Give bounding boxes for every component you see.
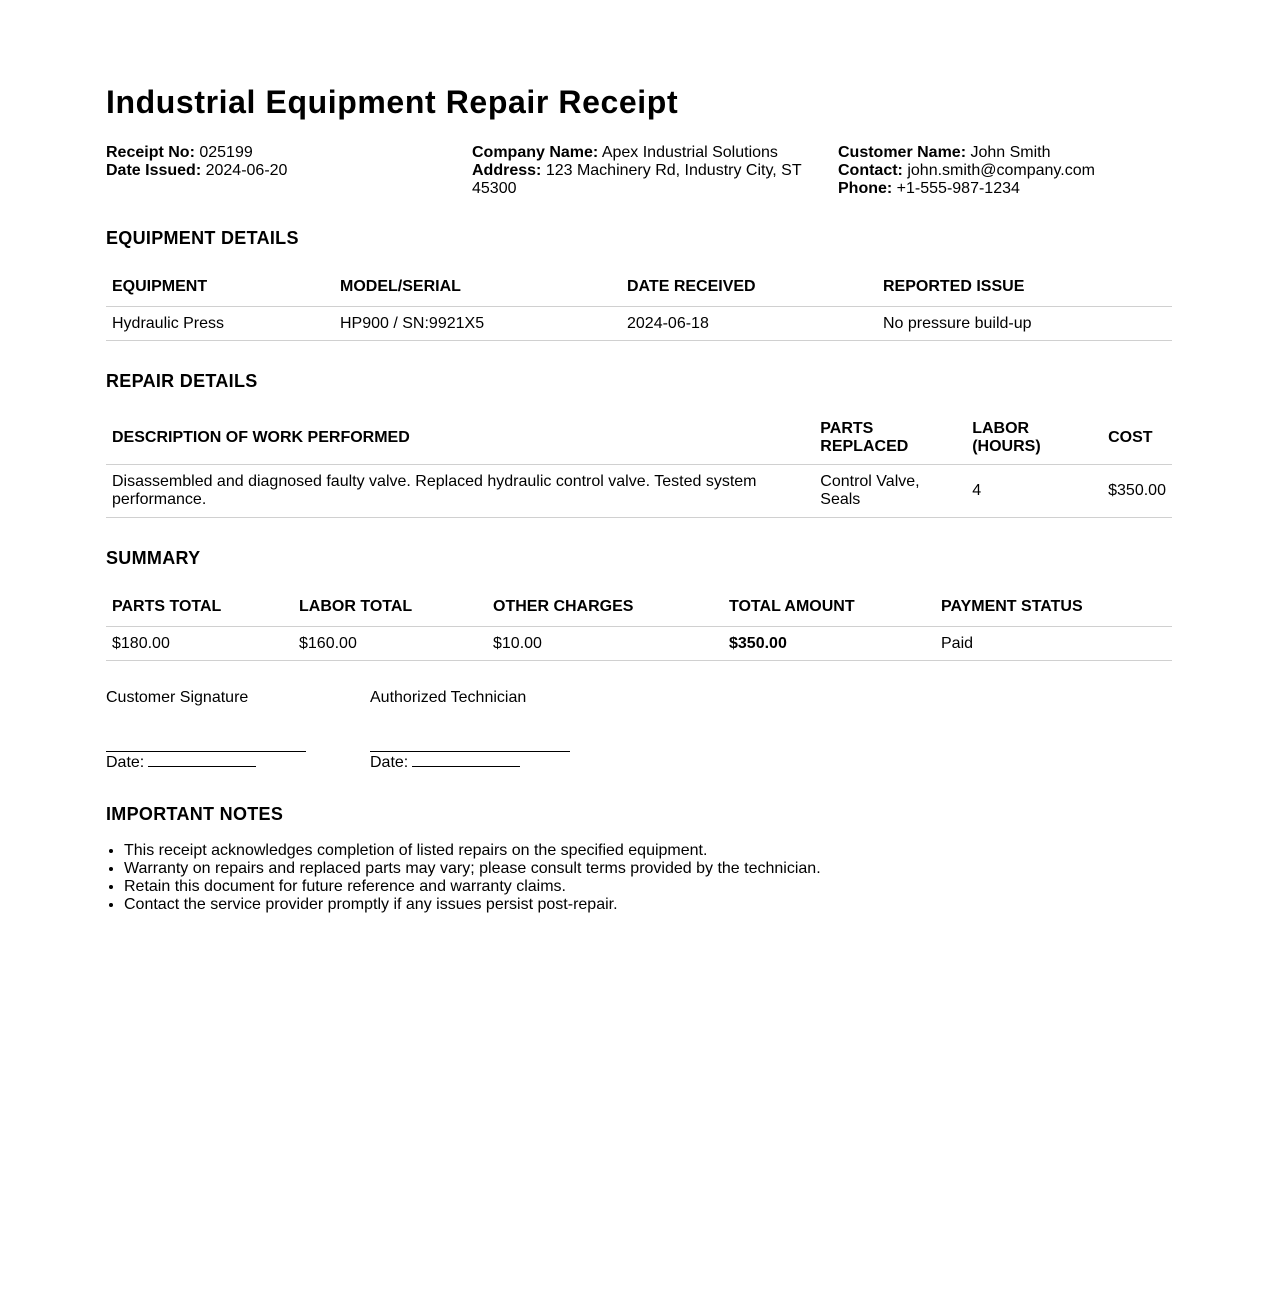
technician-signature-label: Authorized Technician [370,689,527,706]
table-row [106,627,1172,661]
signature-section [106,689,1172,772]
parts-total-value: $180.00 [106,627,293,661]
column-header: OTHER CHARGES [487,588,723,627]
column-header: LABOR TOTAL [293,588,487,627]
table-cell: Hydraulic Press [106,307,334,341]
customer-name [838,144,1172,162]
column-header: TOTAL AMOUNT [723,588,935,627]
customer-name-value: John Smith [970,144,1051,161]
table-row [106,465,1172,518]
receipt-number [106,144,472,162]
customer-signature-date [106,752,306,772]
equipment-table [106,268,1172,341]
column-header: DATE RECEIVED [621,268,877,307]
technician-signature-date [370,752,570,772]
column-header: MODEL/SERIAL [334,268,621,307]
company-address [472,162,808,198]
equipment-heading: EQUIPMENT DETAILS [106,228,299,248]
column-header: DESCRIPTION OF WORK PERFORMED [106,411,814,465]
list-item: • Contact the service provider promptly if any issues persist post-repair. [124,896,1172,914]
date-label: Date: [106,754,145,771]
notes-list [106,842,1172,914]
technician-signature-block [370,689,570,772]
date-issued-value: 2024-06-20 [205,162,288,179]
repair-table [106,411,1172,518]
customer-phone [838,180,1172,198]
company-address-label: Address: [472,162,542,179]
date-blank-line [412,752,520,767]
customer-phone-value: +1-555-987-1234 [896,180,1020,197]
customer-signature-label: Customer Signature [106,689,249,706]
customer-contact-label: Contact: [838,162,903,179]
table-cell: 2024-06-18 [621,307,877,341]
column-header: PARTS REPLACED [814,411,966,465]
company-name [472,144,808,162]
column-header: LABOR (HOURS) [966,411,1102,465]
table-header-row [106,588,1172,627]
table-row [106,307,1172,341]
header-info [106,144,1172,198]
receipt-info [106,144,472,198]
column-header: PAYMENT STATUS [935,588,1172,627]
company-info [472,144,838,198]
table-cell: $350.00 [1102,465,1172,518]
column-header: EQUIPMENT [106,268,334,307]
other-charges-value: $10.00 [487,627,723,661]
customer-phone-label: Phone: [838,180,893,197]
date-issued-label: Date Issued: [106,162,202,179]
customer-info [838,144,1172,198]
company-name-label: Company Name: [472,144,599,161]
receipt-number-value: 025199 [199,144,253,161]
total-amount-value: $350.00 [723,627,935,661]
labor-total-value: $160.00 [293,627,487,661]
column-header: PARTS TOTAL [106,588,293,627]
table-cell: Disassembled and diagnosed faulty valve. Replaced hydraulic control valve. Tested system performance. [106,465,814,518]
summary-heading: SUMMARY [106,548,201,568]
date-blank-line [148,752,256,767]
table-cell: Control Valve, Seals [814,465,966,518]
company-name-value: Apex Industrial Solutions [601,144,778,161]
customer-signature-block [106,689,306,772]
summary-table [106,588,1172,661]
table-cell: No pressure build-up [877,307,1172,341]
table-header-row [106,411,1172,465]
payment-status-value: Paid [935,627,1172,661]
table-cell: 4 [966,465,1102,518]
notes-heading: IMPORTANT NOTES [106,804,284,824]
table-header-row [106,268,1172,307]
customer-contact-value: john.smith@company.com [907,162,1095,179]
company-address-value: 123 Machinery Rd, Industry City, ST 45300 [472,162,802,197]
column-header: COST [1102,411,1172,465]
date-issued [106,162,472,180]
receipt-number-label: Receipt No: [106,144,195,161]
column-header: REPORTED ISSUE [877,268,1172,307]
repair-heading: REPAIR DETAILS [106,371,258,391]
list-item: • This receipt acknowledges completion of listed repairs on the specified equipment. [124,842,1172,860]
table-cell: HP900 / SN:9921X5 [334,307,621,341]
list-item: • Warranty on repairs and replaced parts may vary; please consult terms provided by the technician. [124,860,1172,878]
date-label: Date: [370,754,409,771]
customer-contact [838,162,1172,180]
customer-name-label: Customer Name: [838,144,967,161]
page-title: Industrial Equipment Repair Receipt [106,84,679,120]
list-item: • Retain this document for future reference and warranty claims. [124,878,1172,896]
